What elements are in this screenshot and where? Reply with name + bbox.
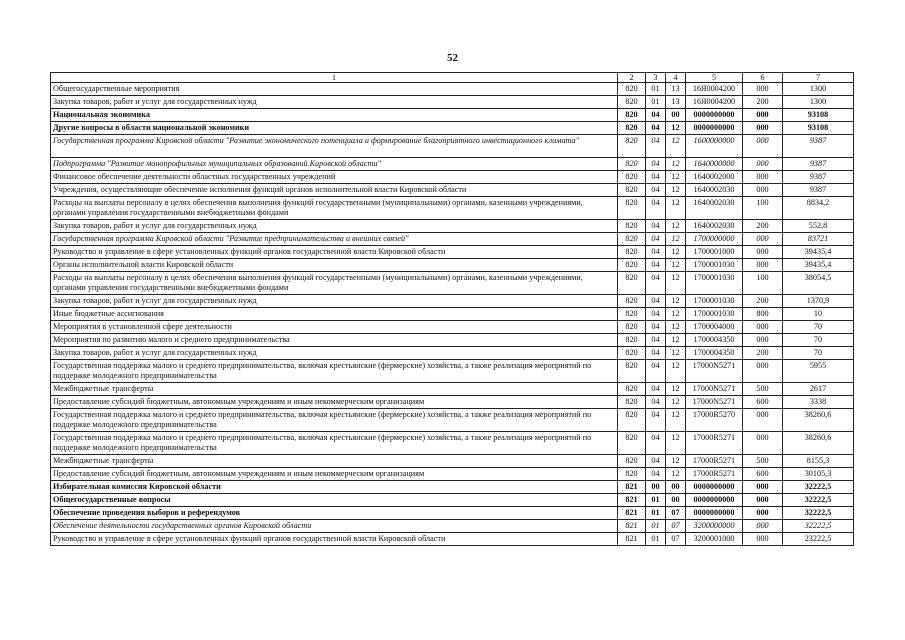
header-col-7: 7	[783, 73, 854, 83]
row-target-article: 1700000000	[686, 233, 743, 246]
table-row	[51, 481, 854, 494]
header-col-4: 4	[666, 73, 686, 83]
row-target-article: 1640002030	[686, 197, 743, 220]
row-department-code: 820	[618, 171, 646, 184]
row-name: Общегосударственные мероприятия	[51, 83, 618, 96]
row-subsection: 12	[666, 184, 686, 197]
row-amount: 552,8	[783, 220, 854, 233]
row-name: Органы исполнительной власти Кировской области	[51, 259, 618, 272]
row-subsection: 12	[666, 409, 686, 432]
table-row	[51, 308, 854, 321]
row-section: 04	[646, 158, 666, 171]
row-target-article: 17000R5271	[686, 468, 743, 481]
row-expense-type: 000	[743, 233, 783, 246]
row-section: 01	[646, 533, 666, 546]
row-amount: 38260,6	[783, 432, 854, 455]
row-name: Другие вопросы в области национальной экономики	[51, 122, 618, 135]
table-row	[51, 533, 854, 546]
row-department-code: 820	[618, 321, 646, 334]
row-department-code: 820	[618, 184, 646, 197]
row-amount: 1300	[783, 83, 854, 96]
row-name: Руководство и управление в сфере установленных функций органов государственной власти Кировской области	[51, 246, 618, 259]
row-amount: 30105,3	[783, 468, 854, 481]
row-subsection: 12	[666, 383, 686, 396]
row-subsection: 07	[666, 507, 686, 520]
row-expense-type: 000	[743, 83, 783, 96]
row-target-article: 1700001030	[686, 295, 743, 308]
row-subsection: 07	[666, 520, 686, 533]
row-expense-type: 000	[743, 321, 783, 334]
row-expense-type: 000	[743, 135, 783, 158]
row-section: 04	[646, 295, 666, 308]
row-department-code: 821	[618, 494, 646, 507]
table-row	[51, 507, 854, 520]
row-amount: 3338	[783, 396, 854, 409]
table-row	[51, 109, 854, 122]
row-subsection: 12	[666, 308, 686, 321]
row-name: Государственная поддержка малого и среднего предпринимательства, включая крестьянские (фермерские) хозяйства, а также реализация мероприятий по поддержке молодежного предпринимательства	[51, 360, 618, 383]
row-amount: 93108	[783, 122, 854, 135]
row-section: 04	[646, 233, 666, 246]
row-name: Закупка товаров, работ и услуг для государственных нужд	[51, 96, 618, 109]
row-amount: 9387	[783, 135, 854, 158]
row-subsection: 13	[666, 83, 686, 96]
row-name: Обеспечение деятельности государственных органов Кировской области	[51, 520, 618, 533]
row-expense-type: 800	[743, 308, 783, 321]
row-subsection: 12	[666, 360, 686, 383]
row-amount: 5955	[783, 360, 854, 383]
row-name: Межбюджетные трансферты	[51, 383, 618, 396]
row-section: 04	[646, 246, 666, 259]
row-target-article: 16Я0004200	[686, 96, 743, 109]
row-subsection: 12	[666, 396, 686, 409]
row-subsection: 00	[666, 109, 686, 122]
row-amount: 70	[783, 347, 854, 360]
row-amount: 93108	[783, 109, 854, 122]
table-row	[51, 409, 854, 432]
row-expense-type: 000	[743, 432, 783, 455]
row-department-code: 820	[618, 383, 646, 396]
row-section: 01	[646, 520, 666, 533]
table-row	[51, 396, 854, 409]
row-department-code: 820	[618, 220, 646, 233]
row-name: Расходы на выплаты персоналу в целях обеспечения выполнения функций государственными (муниципальными) органами, казенными учреждениями, органами управления государственными внебюджетными фондами	[51, 272, 618, 295]
row-section: 04	[646, 272, 666, 295]
table-row	[51, 122, 854, 135]
row-subsection: 12	[666, 334, 686, 347]
row-amount: 70	[783, 334, 854, 347]
row-subsection: 12	[666, 220, 686, 233]
row-expense-type: 200	[743, 347, 783, 360]
table-row	[51, 197, 854, 220]
row-department-code: 820	[618, 455, 646, 468]
row-target-article: 1640000000	[686, 158, 743, 171]
row-section: 04	[646, 360, 666, 383]
row-target-article: 3200001000	[686, 533, 743, 546]
row-subsection: 12	[666, 122, 686, 135]
row-expense-type: 600	[743, 468, 783, 481]
row-section: 01	[646, 494, 666, 507]
row-subsection: 12	[666, 321, 686, 334]
table-row	[51, 334, 854, 347]
table-row	[51, 158, 854, 171]
row-name: Предоставление субсидий бюджетным, автономным учреждениям и иным некоммерческим организациям	[51, 468, 618, 481]
row-subsection: 12	[666, 432, 686, 455]
row-target-article: 0000000000	[686, 481, 743, 494]
row-amount: 1370,9	[783, 295, 854, 308]
row-section: 04	[646, 184, 666, 197]
row-name: Обеспечение проведения выборов и референдумов	[51, 507, 618, 520]
row-target-article: 17000N5271	[686, 396, 743, 409]
row-expense-type: 000	[743, 520, 783, 533]
row-department-code: 820	[618, 468, 646, 481]
row-department-code: 821	[618, 507, 646, 520]
row-subsection: 12	[666, 233, 686, 246]
row-target-article: 1700004350	[686, 334, 743, 347]
row-target-article: 1700001000	[686, 246, 743, 259]
row-subsection: 00	[666, 481, 686, 494]
row-department-code: 820	[618, 347, 646, 360]
row-target-article: 1640002030	[686, 184, 743, 197]
row-expense-type: 000	[743, 409, 783, 432]
header-col-1: 1	[51, 73, 618, 83]
row-subsection: 12	[666, 347, 686, 360]
table-row	[51, 432, 854, 455]
row-name: Мероприятия в установленной сфере деятельности	[51, 321, 618, 334]
row-subsection: 00	[666, 494, 686, 507]
row-subsection: 12	[666, 272, 686, 295]
table-row	[51, 520, 854, 533]
row-name: Руководство и управление в сфере установленных функций органов государственной власти Кировской области	[51, 533, 618, 546]
row-section: 01	[646, 507, 666, 520]
row-amount: 32222,5	[783, 520, 854, 533]
row-name: Финансовое обеспечение деятельности областных государственных учреждений	[51, 171, 618, 184]
row-amount: 9387	[783, 171, 854, 184]
row-name: Межбюджетные трансферты	[51, 455, 618, 468]
table-header-row	[51, 73, 854, 83]
row-section: 00	[646, 481, 666, 494]
row-subsection: 13	[666, 96, 686, 109]
row-subsection: 07	[666, 533, 686, 546]
row-department-code: 820	[618, 360, 646, 383]
row-section: 04	[646, 396, 666, 409]
table-row	[51, 295, 854, 308]
row-expense-type: 000	[743, 171, 783, 184]
row-section: 04	[646, 334, 666, 347]
table-row	[51, 83, 854, 96]
row-subsection: 12	[666, 158, 686, 171]
row-name: Общегосударственные вопросы	[51, 494, 618, 507]
row-expense-type: 100	[743, 272, 783, 295]
page-number: 52	[447, 52, 458, 64]
row-section: 01	[646, 83, 666, 96]
row-name: Иные бюджетные ассигнования	[51, 308, 618, 321]
header-col-2: 2	[618, 73, 646, 83]
row-name: Государственная программа Кировской области "Развитие предпринимательства и внешних связей"	[51, 233, 618, 246]
row-section: 04	[646, 455, 666, 468]
row-section: 04	[646, 383, 666, 396]
table-row	[51, 321, 854, 334]
row-section: 01	[646, 96, 666, 109]
row-subsection: 12	[666, 197, 686, 220]
row-amount: 32222,5	[783, 507, 854, 520]
table-row	[51, 347, 854, 360]
row-target-article: 1600000000	[686, 135, 743, 158]
row-department-code: 820	[618, 233, 646, 246]
table-row	[51, 494, 854, 507]
row-section: 04	[646, 220, 666, 233]
row-expense-type: 000	[743, 507, 783, 520]
row-subsection: 12	[666, 246, 686, 259]
row-subsection: 12	[666, 171, 686, 184]
table-row	[51, 96, 854, 109]
row-amount: 10	[783, 308, 854, 321]
row-department-code: 820	[618, 295, 646, 308]
row-subsection: 12	[666, 468, 686, 481]
header-col-6: 6	[743, 73, 783, 83]
row-section: 04	[646, 171, 666, 184]
row-department-code: 820	[618, 246, 646, 259]
row-department-code: 821	[618, 533, 646, 546]
row-name: Государственная поддержка малого и среднего предпринимательства, включая крестьянские (фермерские) хозяйства, а также реализация мероприятий по поддержке молодежного предпринимательства	[51, 409, 618, 432]
row-expense-type: 600	[743, 396, 783, 409]
row-name: Расходы на выплаты персоналу в целях обеспечения выполнения функций государственными (муниципальными) органами, казенными учреждениями, органами управления государственными внебюджетными фондами	[51, 197, 618, 220]
row-department-code: 820	[618, 96, 646, 109]
row-expense-type: 000	[743, 109, 783, 122]
row-target-article: 0000000000	[686, 109, 743, 122]
table-row	[51, 220, 854, 233]
row-subsection: 12	[666, 259, 686, 272]
row-target-article: 1640002000	[686, 171, 743, 184]
row-target-article: 1700001030	[686, 308, 743, 321]
table-row	[51, 360, 854, 383]
row-expense-type: 200	[743, 220, 783, 233]
row-department-code: 820	[618, 122, 646, 135]
table-row	[51, 383, 854, 396]
row-target-article: 17000R5271	[686, 432, 743, 455]
row-department-code: 820	[618, 259, 646, 272]
row-amount: 23222,5	[783, 533, 854, 546]
header-col-5: 5	[686, 73, 743, 83]
row-subsection: 12	[666, 455, 686, 468]
row-name: Государственная поддержка малого и среднего предпринимательства, включая крестьянские (фермерские) хозяйства, а также реализация мероприятий по поддержке молодежного предпринимательства	[51, 432, 618, 455]
row-target-article: 0000000000	[686, 507, 743, 520]
table-row	[51, 455, 854, 468]
row-target-article: 1700004000	[686, 321, 743, 334]
row-department-code: 820	[618, 158, 646, 171]
row-target-article: 1700001030	[686, 259, 743, 272]
row-department-code: 820	[618, 334, 646, 347]
row-target-article: 17000N5271	[686, 360, 743, 383]
row-name: Закупка товаров, работ и услуг для государственных нужд	[51, 295, 618, 308]
row-subsection: 12	[666, 295, 686, 308]
row-amount: 32222,5	[783, 494, 854, 507]
row-expense-type: 000	[743, 533, 783, 546]
row-department-code: 820	[618, 83, 646, 96]
row-target-article: 17000R5270	[686, 409, 743, 432]
table-row	[51, 233, 854, 246]
row-expense-type: 000	[743, 360, 783, 383]
row-target-article: 1640002030	[686, 220, 743, 233]
row-section: 04	[646, 468, 666, 481]
row-department-code: 820	[618, 396, 646, 409]
row-amount: 9387	[783, 158, 854, 171]
row-department-code: 820	[618, 409, 646, 432]
row-amount: 1300	[783, 96, 854, 109]
row-expense-type: 000	[743, 334, 783, 347]
row-name: Закупка товаров, работ и услуг для государственных нужд	[51, 347, 618, 360]
row-expense-type: 200	[743, 96, 783, 109]
row-expense-type: 000	[743, 259, 783, 272]
table-row	[51, 468, 854, 481]
row-amount: 38260,6	[783, 409, 854, 432]
table-row	[51, 184, 854, 197]
row-department-code: 821	[618, 520, 646, 533]
row-expense-type: 000	[743, 122, 783, 135]
header-col-3: 3	[646, 73, 666, 83]
table-body	[51, 83, 854, 546]
row-amount: 2617	[783, 383, 854, 396]
row-section: 04	[646, 197, 666, 220]
row-department-code: 820	[618, 135, 646, 158]
row-expense-type: 000	[743, 494, 783, 507]
row-department-code: 820	[618, 109, 646, 122]
row-target-article: 17000R5271	[686, 455, 743, 468]
row-target-article: 1700004350	[686, 347, 743, 360]
table-row	[51, 246, 854, 259]
row-name: Национальная экономика	[51, 109, 618, 122]
row-target-article: 17000N5271	[686, 383, 743, 396]
table-row	[51, 259, 854, 272]
row-expense-type: 500	[743, 383, 783, 396]
row-section: 04	[646, 259, 666, 272]
row-name: Предоставление субсидий бюджетным, автономным учреждениям и иным некоммерческим организациям	[51, 396, 618, 409]
row-name: Закупка товаров, работ и услуг для государственных нужд	[51, 220, 618, 233]
row-section: 04	[646, 135, 666, 158]
row-amount: 9387	[783, 184, 854, 197]
row-target-article: 3200000000	[686, 520, 743, 533]
row-amount: 83721	[783, 233, 854, 246]
row-section: 04	[646, 321, 666, 334]
row-expense-type: 000	[743, 158, 783, 171]
row-section: 04	[646, 308, 666, 321]
row-target-article: 0000000000	[686, 122, 743, 135]
table-row	[51, 171, 854, 184]
row-amount: 38054,5	[783, 272, 854, 295]
row-name: Государственная программа Кировской области "Развитие экономического потенциала и формирование благоприятного инвестиционного климата"	[51, 135, 618, 158]
row-target-article: 1700001030	[686, 272, 743, 295]
row-name: Мероприятия по развитию малого и среднего предпринимательства	[51, 334, 618, 347]
row-amount: 70	[783, 321, 854, 334]
row-target-article: 16Я0004200	[686, 83, 743, 96]
row-expense-type: 200	[743, 295, 783, 308]
row-expense-type: 000	[743, 184, 783, 197]
row-department-code: 820	[618, 272, 646, 295]
row-amount: 8155,3	[783, 455, 854, 468]
row-expense-type: 500	[743, 455, 783, 468]
row-name: Избирательная комиссия Кировской области	[51, 481, 618, 494]
row-section: 04	[646, 409, 666, 432]
row-name: Учреждения, осуществляющие обеспечение исполнения функций органов исполнительной власти Кировской области	[51, 184, 618, 197]
row-section: 04	[646, 122, 666, 135]
row-department-code: 820	[618, 432, 646, 455]
row-subsection: 12	[666, 135, 686, 158]
row-amount: 32222,5	[783, 481, 854, 494]
row-department-code: 821	[618, 481, 646, 494]
row-amount: 39435,4	[783, 259, 854, 272]
row-expense-type: 000	[743, 481, 783, 494]
row-expense-type: 000	[743, 246, 783, 259]
budget-table	[50, 72, 854, 546]
row-name: Подпрограмма "Развитие монопрофильных муниципальных образований Кировской области"	[51, 158, 618, 171]
row-section: 04	[646, 109, 666, 122]
row-amount: 39435,4	[783, 246, 854, 259]
row-expense-type: 100	[743, 197, 783, 220]
row-department-code: 820	[618, 308, 646, 321]
row-target-article: 0000000000	[686, 494, 743, 507]
row-section: 04	[646, 347, 666, 360]
row-section: 04	[646, 432, 666, 455]
table-row	[51, 135, 854, 158]
row-amount: 8834,2	[783, 197, 854, 220]
row-department-code: 820	[618, 197, 646, 220]
table-row	[51, 272, 854, 295]
